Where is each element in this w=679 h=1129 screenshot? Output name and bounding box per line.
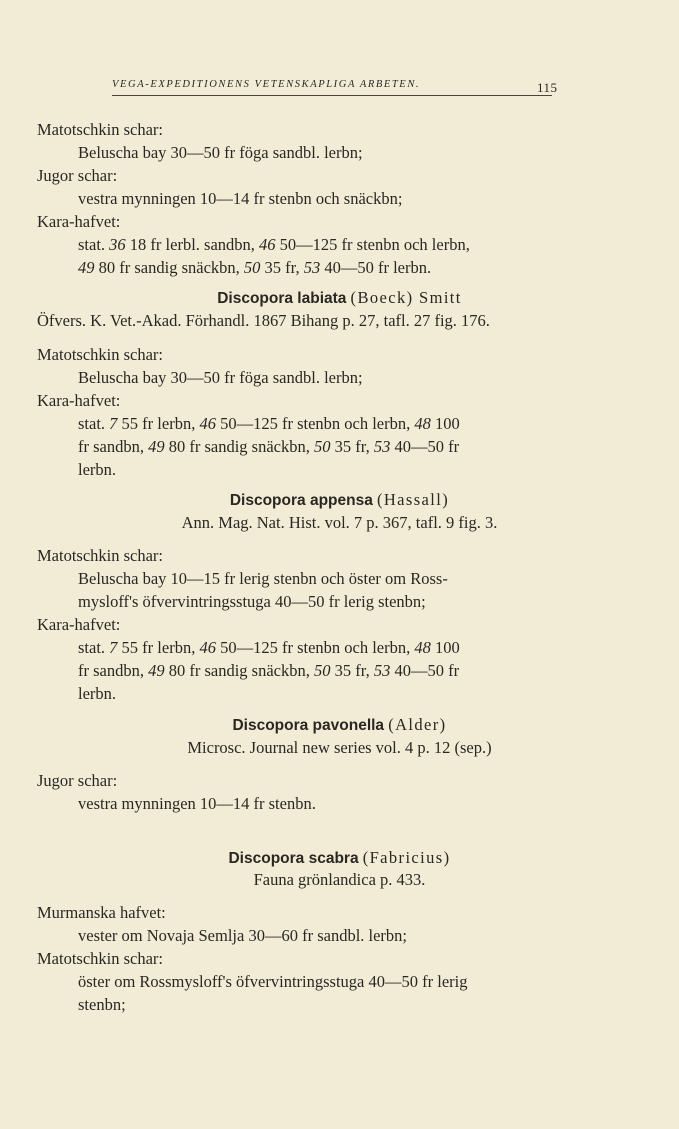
page-number: 115 bbox=[537, 80, 558, 95]
locality-heading: Murmanska hafvet: bbox=[37, 903, 166, 922]
locality-heading: Kara-hafvet: bbox=[37, 391, 121, 410]
locality-heading: Kara-hafvet: bbox=[37, 212, 121, 231]
locality-detail: Beluscha bay 30—50 fr föga sandbl. lerbn; bbox=[78, 368, 363, 387]
locality-heading: Kara-hafvet: bbox=[37, 615, 121, 634]
station-line: 49 80 fr sandig snäckbn, 50 35 fr, 53 40—50 fr lerbn. bbox=[78, 258, 432, 277]
locality-detail: öster om Rossmysloff's öfvervintringsstuga 40—50 fr lerig bbox=[78, 972, 468, 991]
station-line: stat. 7 55 fr lerbn, 46 50—125 fr stenbn och lerbn, 48 100 bbox=[78, 638, 460, 657]
locality-detail: Beluscha bay 10—15 fr lerig stenbn och öster om Ross- bbox=[78, 569, 448, 588]
locality-detail: Beluscha bay 30—50 fr föga sandbl. lerbn; bbox=[78, 143, 363, 162]
locality-heading: Matotschkin schar: bbox=[37, 949, 164, 968]
locality-detail: mysloff's öfvervintringsstuga 40—50 fr lerig stenbn; bbox=[78, 592, 426, 611]
station-line: stat. 36 18 fr lerbl. sandbn, 46 50—125 fr stenbn och lerbn, bbox=[78, 235, 470, 254]
station-line: lerbn. bbox=[78, 460, 117, 479]
species-reference: Ann. Mag. Nat. Hist. vol. 7 p. 367, tafl. 9 fig. 3. bbox=[181, 513, 498, 532]
running-header: VEGA-EXPEDITIONENS VETENSKAPLIGA ARBETEN. bbox=[112, 79, 421, 90]
locality-heading: Matotschkin schar: bbox=[37, 546, 164, 565]
station-line: stat. 7 55 fr lerbn, 46 50—125 fr stenbn och lerbn, 48 100 bbox=[78, 414, 460, 433]
locality-detail: vester om Novaja Semlja 30—60 fr sandbl. lerbn; bbox=[78, 926, 408, 945]
station-line: lerbn. bbox=[78, 684, 117, 703]
station-line: fr sandbn, 49 80 fr sandig snäckbn, 50 35 fr, 53 40—50 fr bbox=[78, 437, 460, 456]
species-reference: Öfvers. K. Vet.-Akad. Förhandl. 1867 Bihang p. 27, tafl. 27 fig. 176. bbox=[37, 311, 490, 330]
species-reference: Fauna grönlandica p. 433. bbox=[253, 870, 426, 889]
species-title: Discopora labiata (Boeck) Smitt bbox=[217, 288, 462, 307]
locality-detail: vestra mynningen 10—14 fr stenbn och snäckbn; bbox=[78, 189, 403, 208]
locality-heading: Matotschkin schar: bbox=[37, 345, 164, 364]
locality-detail: stenbn; bbox=[78, 995, 126, 1014]
header-rule bbox=[112, 95, 552, 96]
species-title: Discopora pavonella (Alder) bbox=[232, 715, 447, 734]
locality-detail: vestra mynningen 10—14 fr stenbn. bbox=[78, 794, 316, 813]
locality-heading: Matotschkin schar: bbox=[37, 120, 164, 139]
species-title: Discopora scabra (Fabricius) bbox=[228, 848, 451, 867]
station-line: fr sandbn, 49 80 fr sandig snäckbn, 50 35 fr, 53 40—50 fr bbox=[78, 661, 460, 680]
species-reference: Microsc. Journal new series vol. 4 p. 12 (sep.) bbox=[187, 738, 492, 757]
locality-heading: Jugor schar: bbox=[37, 166, 118, 185]
species-title: Discopora appensa (Hassall) bbox=[229, 490, 450, 509]
locality-heading: Jugor schar: bbox=[37, 771, 118, 790]
